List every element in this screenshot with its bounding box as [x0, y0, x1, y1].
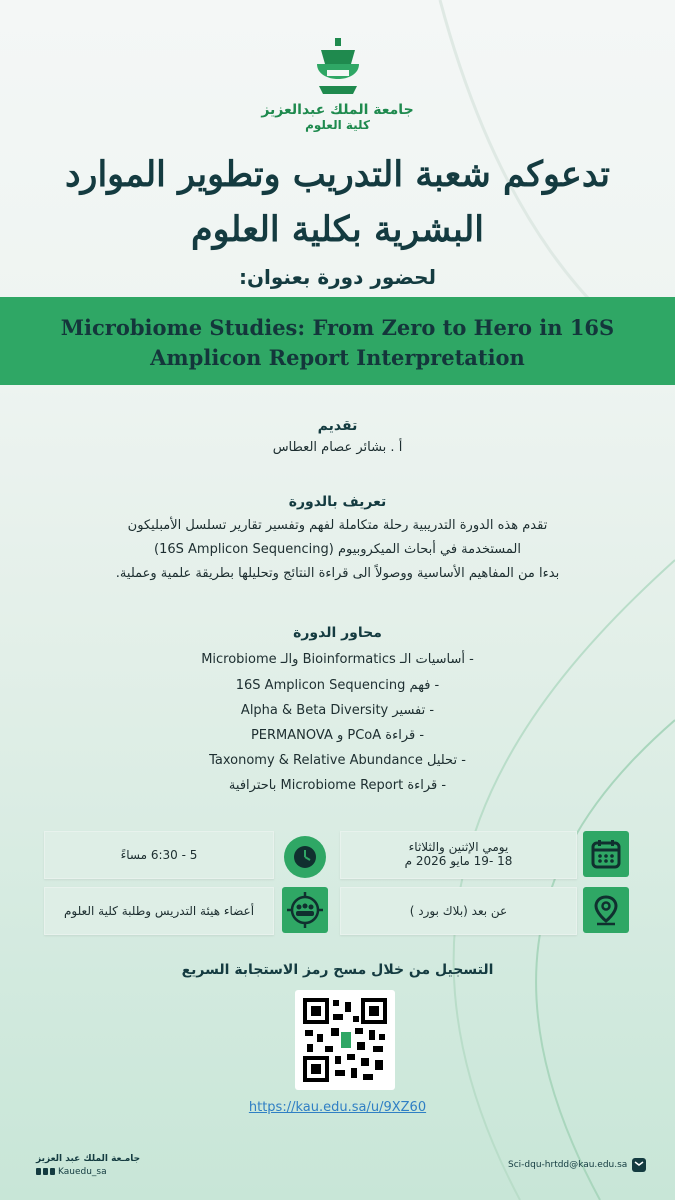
audience-value: أعضاء هيئة التدريس وطلبة كلية العلوم [63, 904, 255, 918]
footer-handle[interactable]: Kauedu_sa [58, 1167, 107, 1177]
location-pin-icon [583, 887, 629, 933]
invitation-subtitle: لحضور دورة بعنوان: [238, 265, 437, 289]
topics-heading: محاور الدورة [293, 625, 382, 641]
topic-item: - تحليل Taxonomy & Relative Abundance [209, 753, 466, 768]
university-name: جامعة الملك عبدالعزيز [261, 102, 414, 118]
registration-instruction: التسجيل من خلال مسح رمز الاستجابة السريع [181, 962, 494, 978]
footer-university: جامـعة الملك عبد العزيز [36, 1154, 141, 1164]
topic-item: - فهم 16S Amplicon Sequencing [235, 678, 440, 693]
topic-item: - تفسير Alpha & Beta Diversity [240, 703, 435, 718]
calendar-icon-box [583, 831, 629, 877]
course-title-line-1: Microbiome Studies: From Zero to Hero in 16S [60, 315, 615, 340]
about-line: بدءا من المفاهيم الأساسية ووصولاً الى قراءة النتائج وتحليلها بطريقة علمية وعملية. [115, 566, 560, 581]
about-line: (16S Amplicon Sequencing) المستخدمة في أبحاث الميكروبيوم [154, 542, 521, 557]
topic-item: - قراءة PCoA و PERMANOVA [250, 728, 425, 743]
topic-item: - قراءة Microbiome Report باحترافية [228, 778, 447, 793]
time-card [44, 831, 274, 879]
registration-link[interactable]: https://kau.edu.sa/u/9XZ60 [248, 1100, 427, 1115]
headline-line-2: البشرية بكلية العلوم [191, 209, 484, 250]
presenter-heading: تقديم [317, 418, 358, 434]
date-card [340, 831, 577, 879]
clock-icon-box [284, 836, 326, 878]
about-heading: تعريف بالدورة [288, 494, 387, 510]
course-title-line-2: Amplicon Report Interpretation [150, 345, 525, 370]
audience-card [44, 887, 274, 935]
about-line: تقدم هذه الدورة التدريبية رحلة متكاملة لفهم وتفسير تقارير تسلسل الأمبليكون [127, 518, 548, 533]
audience-icon-box [282, 887, 328, 933]
course-title-banner [0, 297, 675, 385]
qr-code[interactable] [295, 990, 395, 1090]
headline-line-1: تدعوكم شعبة التدريب وتطوير الموارد [64, 154, 611, 195]
location-card [340, 887, 577, 935]
mail-icon [632, 1158, 646, 1172]
qr-code-icon [295, 990, 395, 1090]
location-value: عن بعد (بلاك بورد ) [409, 904, 508, 918]
footer-email[interactable]: Sci-dqu-hrtdd@kau.edu.sa [508, 1160, 628, 1170]
topic-item: - أساسيات الـ Bioinformatics والـ Microbiome [201, 652, 474, 667]
date-days: يومي الإثنين والثلاثاء [408, 840, 509, 854]
presenter-name: أ . بشائر عصام العطاس [272, 440, 403, 455]
location-icon-box [583, 887, 629, 933]
university-logo-icon [313, 36, 363, 96]
clock-icon [284, 836, 326, 878]
time-value: 5 - 6:30 مساءً [120, 848, 198, 862]
group-target-icon [282, 887, 328, 933]
calendar-icon [583, 831, 629, 877]
date-range: 18 -19 مايو 2026 م [404, 854, 513, 868]
faculty-name: كلية العلوم [305, 118, 370, 132]
social-icons[interactable] [36, 1167, 56, 1177]
